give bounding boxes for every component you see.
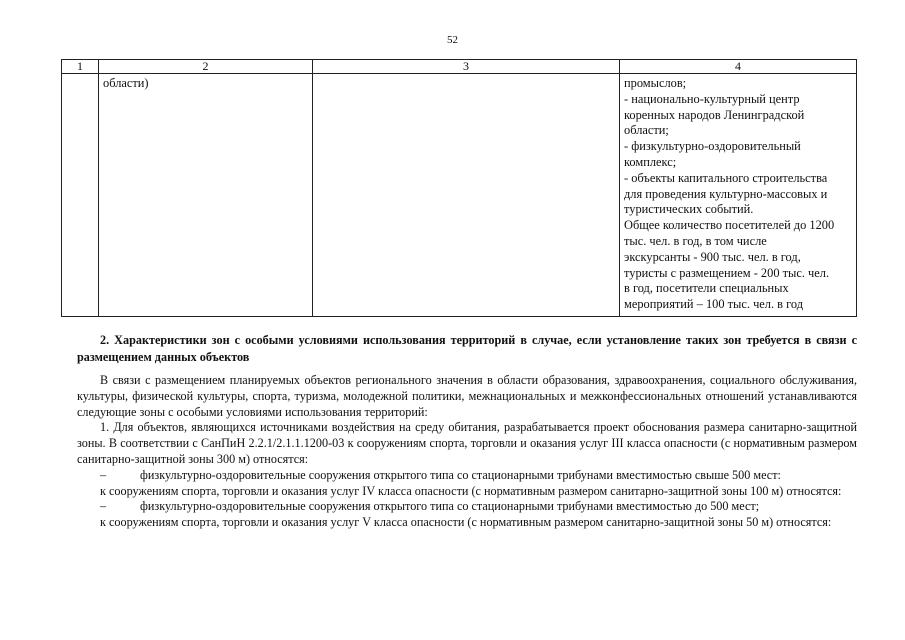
cell-line: тыс. чел. в год, в том числе <box>624 233 767 248</box>
cell-line: - объекты капитального строительства <box>624 170 828 185</box>
list-item-text: физкультурно-оздоровительные сооружения открытого типа со стационарными трибунами вместимостью до 500 мест; <box>140 499 760 514</box>
cell-line: промыслов; <box>624 76 687 90</box>
list-item <box>77 499 857 515</box>
page-number: 52 <box>447 34 458 46</box>
paragraph-intro: В связи с размещением планируемых объектов регионального значения в области образования, здравоохранения, социального обслуживания, культуры, физической культуры, спорта, туризма, молодежной политики, межнациональных и межконфессиональных отношений устанавливаются следующие зоны с особыми условиями использования территорий: <box>77 373 857 419</box>
cell-line: - физкультурно-оздоровительный <box>624 139 801 154</box>
table-cell-col-1 <box>62 74 99 317</box>
table-header-row <box>62 60 857 74</box>
cell-line: мероприятий – 100 тыс. чел. в год <box>624 297 804 312</box>
table-header-col-1: 1 <box>62 60 99 74</box>
table-cell-col-3 <box>313 74 620 317</box>
cell-line: туристы с размещением - 200 тыс. чел. <box>624 265 830 280</box>
cell-line: Общее количество посетителей до 1200 <box>624 218 835 233</box>
document-table <box>61 59 857 317</box>
paragraph-item-1: 1. Для объектов, являющихся источниками воздействия на среду обитания, разрабатывается проект обоснования размера санитарно-защитной зоны. В соответствии с СанПиН 2.2.1/2.1.1.1200-03 к сооружениям спорта, торговли и оказания услуг III класса опасности (с нормативным размером санитарно-защитной зоны 300 м) относятся: <box>77 420 857 466</box>
cell-line: области; <box>624 123 669 138</box>
cell-line: в год, посетители специальных <box>624 281 789 296</box>
table-header-col-2: 2 <box>99 60 313 74</box>
table-row <box>62 74 857 317</box>
cell-line: коренных народов Ленинградской <box>624 107 805 122</box>
paragraph-class-iv: к сооружениям спорта, торговли и оказания услуг IV класса опасности (с нормативным размером санитарно-защитной зоны 100 м) относятся: <box>100 483 842 498</box>
dash-marker: – <box>100 467 107 482</box>
list-item <box>77 468 857 484</box>
cell-line: комплекс; <box>624 154 677 169</box>
body-text <box>77 373 857 531</box>
table-cell-col-4 <box>620 74 857 317</box>
section-heading: 2. Характеристики зон с особыми условиями использования территорий в случае, если установление таких зон требуется в связи с размещением данных объектов <box>77 333 857 364</box>
cell-line: для проведения культурно-массовых и <box>624 186 828 201</box>
dash-marker: – <box>100 499 107 514</box>
cell-line: - национально-культурный центр <box>624 91 800 106</box>
paragraph-class-v: к сооружениям спорта, торговли и оказания услуг V класса опасности (с нормативным размером санитарно-защитной зоны 50 м) относятся: <box>100 515 832 530</box>
list-item-text: физкультурно-оздоровительные сооружения открытого типа со стационарными трибунами вместимостью свыше 500 мест: <box>140 467 781 482</box>
table-cell-col-2: области) <box>99 74 313 317</box>
cell-line: туристических событий. <box>624 202 754 217</box>
cell-line: экскурсанты - 900 тыс. чел. в год, <box>624 249 801 264</box>
table-header-col-3: 3 <box>313 60 620 74</box>
table-header-col-4: 4 <box>620 60 857 74</box>
